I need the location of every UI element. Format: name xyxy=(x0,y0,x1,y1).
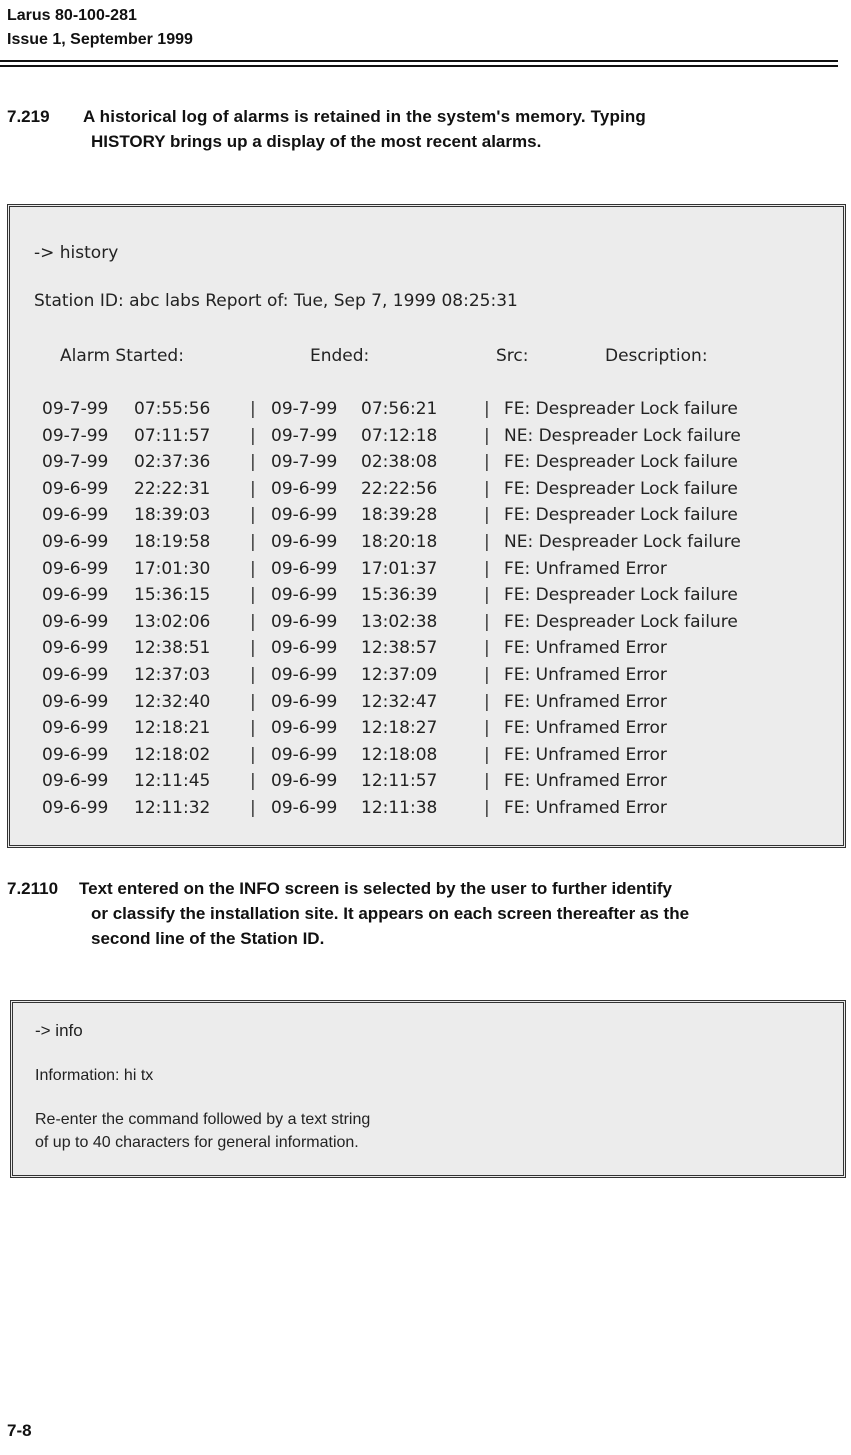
column-separator: | xyxy=(484,399,490,419)
cell-start-date: 09-7-99 xyxy=(42,425,109,446)
column-separator: | xyxy=(484,478,490,499)
column-separator: | xyxy=(484,638,490,659)
cell-end-date: 09-7-99 xyxy=(271,452,338,473)
section-text-line1: A historical log of alarms is retained in the system's memory. Typing xyxy=(83,107,646,126)
cell-start-time: 07:11:57 xyxy=(134,425,211,446)
cell-end-time: 17:01:37 xyxy=(361,558,438,579)
cell-start-date: 09-7-99 xyxy=(42,452,109,473)
header-rule-bottom xyxy=(0,65,838,67)
cell-start-date: 09-6-99 xyxy=(42,718,109,739)
cell-desc: FE: Despreader Lock failure xyxy=(504,611,738,632)
header-rule-top xyxy=(0,60,838,62)
cell-end-time: 12:32:47 xyxy=(361,691,438,712)
column-separator: | xyxy=(484,425,490,446)
column-separator: | xyxy=(484,691,490,712)
cell-end-time: 18:39:28 xyxy=(361,505,438,526)
column-separator: | xyxy=(250,532,256,552)
history-command-prompt: -> history xyxy=(34,243,119,263)
cell-end-time: 07:12:18 xyxy=(361,425,438,446)
column-description: Description: xyxy=(605,346,708,366)
column-separator: | xyxy=(250,425,256,446)
cell-end-time: 22:22:56 xyxy=(361,478,438,499)
cell-start-time: 12:18:02 xyxy=(134,744,211,765)
cell-start-time: 12:11:32 xyxy=(134,798,211,818)
column-separator: | xyxy=(484,744,490,765)
cell-desc: FE: Unframed Error xyxy=(504,771,667,792)
column-separator: | xyxy=(250,478,256,499)
cell-end-time: 12:18:08 xyxy=(361,744,438,765)
cell-end-time: 12:37:09 xyxy=(361,665,438,685)
cell-desc: FE: Despreader Lock failure xyxy=(504,478,738,499)
cell-start-time: 07:55:56 xyxy=(134,399,211,419)
cell-desc: FE: Unframed Error xyxy=(504,691,667,712)
column-separator: | xyxy=(484,505,490,526)
info-command-prompt: -> info xyxy=(35,1021,83,1040)
column-separator: | xyxy=(250,798,256,818)
cell-end-date: 09-6-99 xyxy=(271,638,338,659)
information-line: Information: hi tx xyxy=(35,1067,154,1084)
cell-end-date: 09-6-99 xyxy=(271,798,338,818)
cell-start-time: 02:37:36 xyxy=(134,452,211,473)
column-src: Src: xyxy=(496,346,529,366)
cell-end-date: 09-7-99 xyxy=(271,425,338,446)
cell-desc: FE: Despreader Lock failure xyxy=(504,505,738,526)
cell-end-date: 09-6-99 xyxy=(271,505,338,526)
cell-start-time: 12:18:21 xyxy=(134,718,211,739)
cell-start-date: 09-6-99 xyxy=(42,771,109,792)
cell-desc: FE: Unframed Error xyxy=(504,638,667,659)
cell-desc: FE: Despreader Lock failure xyxy=(504,452,738,473)
section-text-line1: Text entered on the INFO screen is selected by the user to further identify xyxy=(79,879,672,898)
cell-end-time: 07:56:21 xyxy=(361,399,438,419)
column-separator: | xyxy=(250,665,256,685)
issue-line: Issue 1, September 1999 xyxy=(7,31,193,48)
section-7-2110 xyxy=(7,876,847,951)
history-terminal-screen xyxy=(7,204,846,848)
page-number: 7-8 xyxy=(7,1421,32,1440)
cell-end-time: 12:11:57 xyxy=(361,771,438,792)
section-text-line2: or classify the installation site. It appears on each screen thereafter as the xyxy=(91,904,690,923)
cell-end-time: 18:20:18 xyxy=(361,532,438,552)
cell-end-time: 02:38:08 xyxy=(361,452,438,473)
cell-end-date: 09-6-99 xyxy=(271,478,338,499)
column-separator: | xyxy=(250,558,256,579)
cell-start-date: 09-6-99 xyxy=(42,638,109,659)
cell-end-date: 09-6-99 xyxy=(271,771,338,792)
column-separator: | xyxy=(250,611,256,632)
column-ended: Ended: xyxy=(310,346,370,366)
section-7-219 xyxy=(7,104,843,154)
cell-start-time: 12:37:03 xyxy=(134,665,211,685)
column-separator: | xyxy=(484,532,490,552)
help-text-line1: Re-enter the command followed by a text string xyxy=(35,1111,371,1128)
column-separator: | xyxy=(250,452,256,473)
cell-start-date: 09-6-99 xyxy=(42,744,109,765)
column-separator: | xyxy=(250,505,256,526)
document-header xyxy=(7,4,193,52)
cell-start-time: 18:39:03 xyxy=(134,505,211,526)
column-separator: | xyxy=(484,558,490,579)
cell-desc: FE: Unframed Error xyxy=(504,744,667,765)
cell-desc: FE: Despreader Lock failure xyxy=(504,585,738,606)
section-number: 7.2110 xyxy=(7,879,59,898)
document-id: Larus 80-100-281 xyxy=(7,7,137,24)
column-separator: | xyxy=(484,665,490,685)
info-terminal-screen xyxy=(10,1000,846,1178)
column-separator: | xyxy=(250,399,256,419)
cell-start-date: 09-6-99 xyxy=(42,691,109,712)
cell-start-date: 09-7-99 xyxy=(42,399,109,419)
column-separator: | xyxy=(484,718,490,739)
cell-start-date: 09-6-99 xyxy=(42,665,109,685)
column-separator: | xyxy=(484,798,490,818)
cell-start-time: 17:01:30 xyxy=(134,558,211,579)
column-alarm-started: Alarm Started: xyxy=(60,346,184,366)
column-separator: | xyxy=(484,585,490,606)
section-number: 7.219 xyxy=(7,107,50,126)
column-separator: | xyxy=(250,718,256,739)
cell-start-date: 09-6-99 xyxy=(42,558,109,579)
column-separator: | xyxy=(484,611,490,632)
cell-desc: NE: Despreader Lock failure xyxy=(504,425,741,446)
cell-desc: FE: Unframed Error xyxy=(504,798,667,818)
cell-end-time: 13:02:38 xyxy=(361,611,438,632)
column-separator: | xyxy=(250,585,256,606)
cell-end-date: 09-6-99 xyxy=(271,718,338,739)
cell-end-date: 09-7-99 xyxy=(271,399,338,419)
cell-end-date: 09-6-99 xyxy=(271,611,338,632)
column-separator: | xyxy=(250,638,256,659)
cell-desc: FE: Unframed Error xyxy=(504,718,667,739)
cell-start-time: 15:36:15 xyxy=(134,585,211,606)
column-separator: | xyxy=(484,771,490,792)
cell-start-time: 12:38:51 xyxy=(134,638,211,659)
cell-end-time: 12:38:57 xyxy=(361,638,438,659)
column-separator: | xyxy=(484,452,490,473)
cell-end-date: 09-6-99 xyxy=(271,585,338,606)
cell-start-date: 09-6-99 xyxy=(42,585,109,606)
cell-end-date: 09-6-99 xyxy=(271,532,338,552)
cell-start-date: 09-6-99 xyxy=(42,532,109,552)
station-report-line: Station ID: abc labs Report of: Tue, Sep 7, 1999 08:25:31 xyxy=(34,291,518,311)
cell-desc: FE: Unframed Error xyxy=(504,558,667,579)
cell-end-time: 12:11:38 xyxy=(361,798,438,818)
section-text-line3: second line of the Station ID. xyxy=(91,929,325,948)
cell-start-time: 12:11:45 xyxy=(134,771,211,792)
cell-desc: FE: Despreader Lock failure xyxy=(504,399,738,419)
cell-start-time: 18:19:58 xyxy=(134,532,211,552)
cell-end-date: 09-6-99 xyxy=(271,558,338,579)
cell-desc: FE: Unframed Error xyxy=(504,665,667,685)
cell-start-time: 13:02:06 xyxy=(134,611,211,632)
cell-start-date: 09-6-99 xyxy=(42,478,109,499)
column-separator: | xyxy=(250,691,256,712)
column-separator: | xyxy=(250,771,256,792)
cell-desc: NE: Despreader Lock failure xyxy=(504,532,741,552)
help-text-line2: of up to 40 characters for general information. xyxy=(35,1134,359,1151)
cell-start-time: 12:32:40 xyxy=(134,691,211,712)
column-separator: | xyxy=(250,744,256,765)
cell-end-date: 09-6-99 xyxy=(271,744,338,765)
cell-end-date: 09-6-99 xyxy=(271,691,338,712)
cell-start-date: 09-6-99 xyxy=(42,505,109,526)
cell-start-time: 22:22:31 xyxy=(134,478,211,499)
cell-start-date: 09-6-99 xyxy=(42,798,109,818)
section-text-line2: HISTORY brings up a display of the most recent alarms. xyxy=(91,132,542,151)
cell-end-date: 09-6-99 xyxy=(271,665,338,685)
cell-end-time: 12:18:27 xyxy=(361,718,438,739)
cell-start-date: 09-6-99 xyxy=(42,611,109,632)
cell-end-time: 15:36:39 xyxy=(361,585,438,606)
